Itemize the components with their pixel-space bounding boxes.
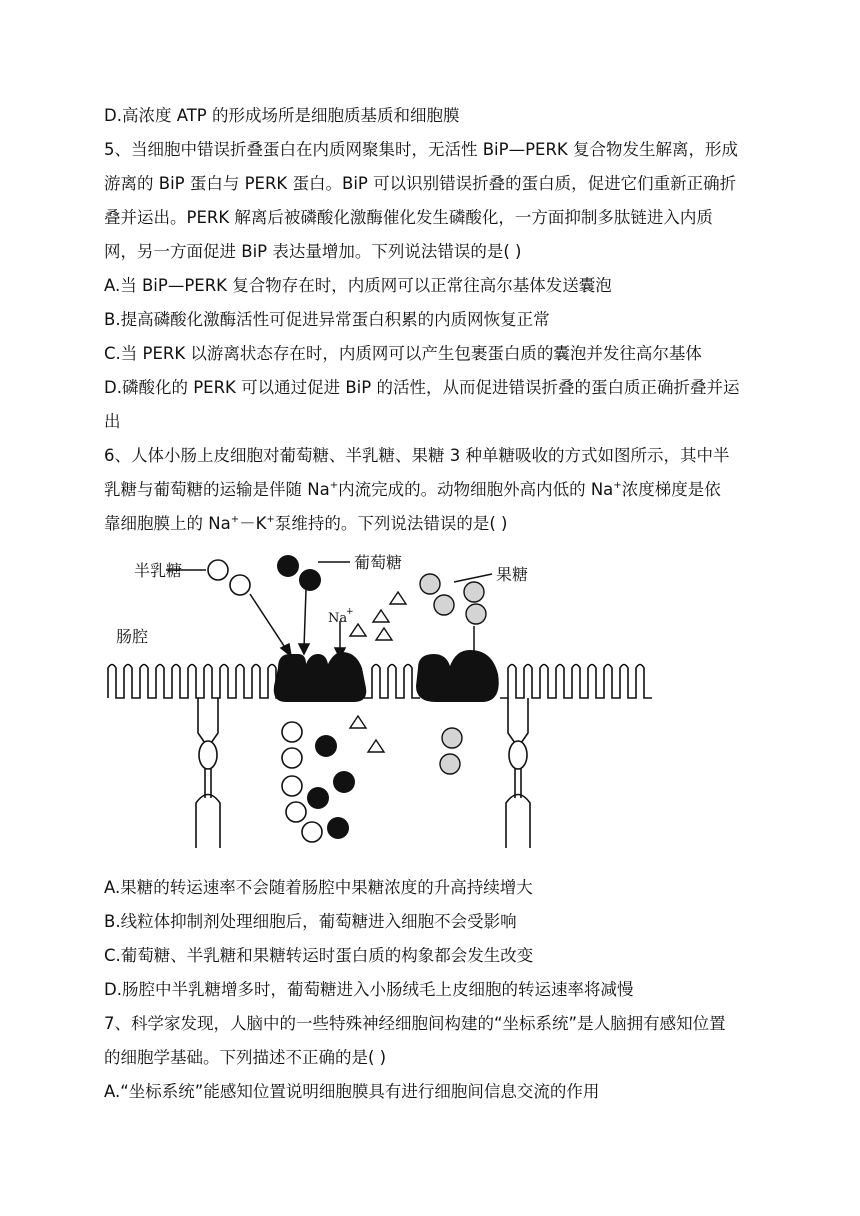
sglt1-transporter-protein	[274, 652, 367, 702]
question-5-stem: 5、当细胞中错误折叠蛋白在内质网聚集时，无活性 BiP—PERK 复合物发生解离，形成	[104, 140, 739, 159]
galactose-molecule	[230, 575, 250, 595]
microvilli-membrane	[108, 665, 652, 699]
tight-junction-right	[506, 698, 530, 848]
question-6-stem: 6、人体小肠上皮细胞对葡萄糖、半乳糖、果糖 3 种单糖吸收的方式如图所示，其中半	[104, 446, 730, 465]
glucose-arrow	[304, 590, 306, 648]
fructose-molecule	[464, 582, 484, 602]
glucose-molecule	[333, 771, 355, 793]
option-c: C.当 PERK 以游离状态存在时，内质网可以产生包裹蛋白质的囊泡并发往高尔基体	[104, 344, 702, 363]
glucose-molecule	[299, 569, 321, 591]
galactose-molecule	[282, 748, 302, 768]
question-7-stem: 7、科学家发现，人脑中的一些特殊神经细胞间构建的“坐标系统”是人脑拥有感知位置	[104, 1014, 726, 1033]
fructose-molecule	[420, 574, 440, 594]
fructose-molecule	[466, 604, 486, 624]
sodium-label-sup: +	[346, 607, 354, 617]
text-line: 网，另一方面促进 BiP 表达量增加。下列说法错误的是( )	[104, 242, 522, 261]
galactose-molecule	[282, 776, 302, 796]
text-line: 乳糖与葡萄糖的运输是伴随 Na+内流完成的。动物细胞外高内低的 Na+浓度梯度是依	[104, 480, 721, 499]
glucose-molecule	[327, 817, 349, 839]
galactose-molecule	[302, 822, 322, 842]
galactose-molecule	[208, 560, 228, 580]
option-a: A.当 BiP—PERK 复合物存在时，内质网可以正常往高尔基体发送囊泡	[104, 276, 612, 295]
sodium-ion	[350, 716, 366, 728]
glut5-transporter-protein	[416, 650, 499, 702]
option-a: A.果糖的转运速率不会随着肠腔中果糖浓度的升高持续增大	[104, 878, 533, 897]
monosaccharide-transport-figure	[100, 548, 660, 868]
option-d: D.肠腔中半乳糖增多时，葡萄糖进入小肠绒毛上皮细胞的转运速率将减慢	[104, 980, 634, 999]
sodium-ion	[350, 624, 366, 636]
glucose-molecule	[307, 787, 329, 809]
option-c: C.葡萄糖、半乳糖和果糖转运时蛋白质的构象都会发生改变	[104, 946, 534, 965]
galactose-arrow	[250, 594, 288, 652]
fructose-molecule	[442, 728, 462, 748]
option-a: A.“坐标系统”能感知位置说明细胞膜具有进行细胞间信息交流的作用	[104, 1082, 600, 1101]
lumen-label: 肠腔	[116, 627, 149, 646]
text-line: 叠并运出。PERK 解离后被磷酸化激酶催化发生磷酸化，一方面抑制多肽链进入内质	[104, 208, 713, 227]
text-line: 出	[104, 412, 121, 431]
text-line: D.高浓度 ATP 的形成场所是细胞质基质和细胞膜	[104, 106, 460, 125]
option-b: B.提高磷酸化激酶活性可促进异常蛋白积累的内质网恢复正常	[104, 310, 550, 329]
option-d: D.磷酸化的 PERK 可以通过促进 BiP 的活性，从而促进错误折叠的蛋白质正确折叠并运	[104, 378, 740, 397]
glucose-molecule	[277, 555, 299, 577]
sodium-ion	[390, 592, 406, 604]
tight-junction-left	[196, 698, 220, 848]
sodium-label: Na	[328, 611, 348, 626]
glucose-label: 葡萄糖	[354, 553, 403, 572]
text-line: 的细胞学基础。下列描述不正确的是( )	[104, 1048, 387, 1067]
galactose-molecule	[282, 722, 302, 742]
text-line: 游离的 BiP 蛋白与 PERK 蛋白。BiP 可以识别错误折叠的蛋白质，促进它们重新正确折	[104, 174, 737, 193]
galactose-label: 半乳糖	[134, 561, 183, 580]
sodium-ion	[376, 628, 392, 640]
text-line: 靠细胞膜上的 Na+－K+泵维持的。下列说法错误的是( )	[104, 514, 508, 533]
sodium-ion	[373, 610, 389, 622]
glucose-molecule	[315, 735, 337, 757]
fructose-label: 果糖	[496, 565, 529, 584]
sodium-ion	[368, 740, 384, 752]
fructose-molecule	[434, 595, 454, 615]
option-b: B.线粒体抑制剂处理细胞后，葡萄糖进入细胞不会受影响	[104, 912, 517, 931]
galactose-molecule	[286, 802, 306, 822]
fructose-molecule	[440, 754, 460, 774]
